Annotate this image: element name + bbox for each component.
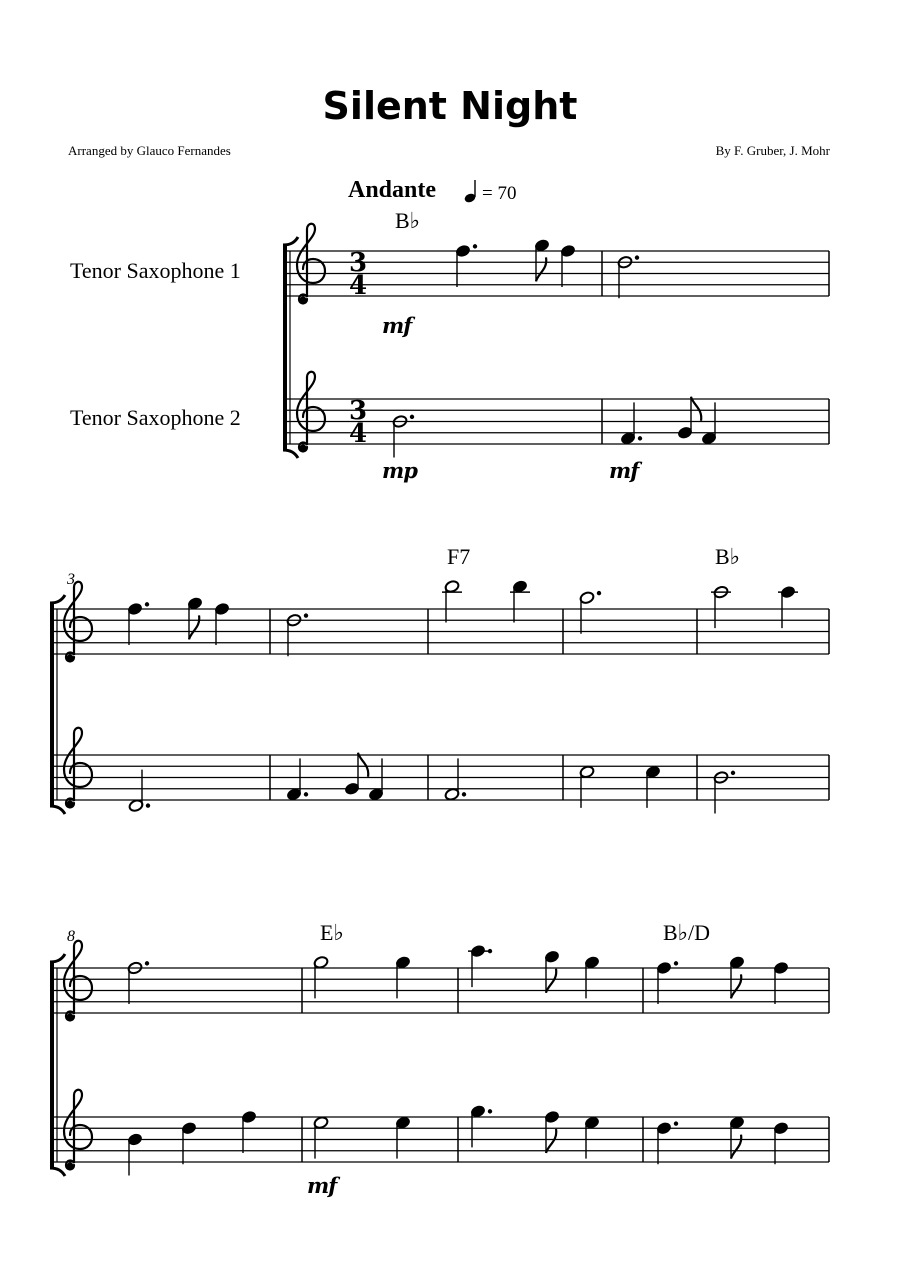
note (395, 1116, 411, 1159)
note-flag (189, 615, 199, 639)
note (579, 765, 595, 808)
note (510, 580, 530, 623)
dynamic-marking: mp (382, 458, 417, 483)
dynamic-marking: mf (609, 458, 639, 483)
arranger-credit: Arranged by Glauco Fernandes (68, 143, 231, 158)
note (778, 585, 798, 628)
note-flag (546, 1129, 556, 1153)
treble-clef-icon (64, 941, 92, 1021)
note (468, 944, 492, 987)
augmentation-dot (674, 1121, 678, 1125)
note (534, 238, 550, 281)
augmentation-dot (304, 792, 308, 796)
augmentation-dot (597, 591, 601, 595)
note-flag (731, 1135, 741, 1159)
note (128, 770, 150, 813)
bracket-tip (50, 954, 65, 962)
note (645, 765, 661, 808)
bracket-tip (283, 450, 298, 458)
augmentation-dot (304, 613, 308, 617)
clef-stroke (64, 1090, 92, 1170)
note (620, 402, 642, 445)
augmentation-dot (462, 792, 466, 796)
time-signature-numerator: 3 (348, 396, 368, 426)
tempo-marking: Andante (348, 177, 437, 203)
time-signature-denominator: 4 (348, 271, 368, 301)
composer-credit: By F. Gruber, J. Mohr (715, 143, 830, 158)
note (442, 580, 462, 623)
clef-dot (300, 445, 307, 452)
dynamic-marking: mf (382, 313, 412, 338)
clef-stroke (297, 372, 325, 452)
clef-dot (67, 1014, 74, 1021)
augmentation-dot (674, 961, 678, 965)
clef-dot (67, 801, 74, 808)
note (127, 1133, 143, 1176)
note (584, 955, 600, 998)
note (773, 961, 789, 1004)
note-flag (691, 397, 701, 421)
note (544, 1110, 560, 1153)
note-flag (546, 969, 556, 993)
note (313, 955, 329, 998)
chord-symbol-m1: B♭ (395, 208, 421, 233)
note (584, 1116, 600, 1159)
score-title: Silent Night (322, 84, 578, 128)
bracket-tip (50, 595, 65, 603)
clef-stroke (64, 941, 92, 1021)
clef-dot (67, 1163, 74, 1170)
note (286, 758, 308, 801)
metronome-value: = 70 (482, 183, 517, 204)
chord-symbol-m7: B♭ (715, 544, 741, 569)
note (729, 955, 745, 998)
chord-symbol-m9: E♭ (320, 920, 344, 945)
augmentation-dot (488, 1109, 492, 1113)
time-signature-denominator: 4 (348, 419, 368, 449)
measure-number: 3 (67, 571, 75, 588)
note (773, 1121, 789, 1164)
instrument-name-sax1: Tenor Saxophone 1 (70, 258, 241, 283)
treble-clef-icon (297, 224, 325, 304)
chord-symbol-m11: B♭/D (663, 920, 711, 945)
clef-stroke (297, 224, 325, 304)
augmentation-dot (146, 803, 150, 807)
note (241, 1110, 257, 1153)
note (313, 1116, 329, 1159)
treble-clef-icon (64, 728, 92, 808)
dynamic-marking: mf (307, 1173, 337, 1198)
note-flag (536, 257, 546, 281)
augmentation-dot (635, 255, 639, 259)
note (711, 585, 731, 628)
augmentation-dot (473, 244, 477, 248)
augmentation-dot (410, 415, 414, 419)
quarter-note-icon (463, 180, 476, 204)
augmentation-dot (638, 436, 642, 440)
treble-clef-icon (64, 582, 92, 662)
measure-number: 8 (67, 928, 75, 945)
bracket-tip (283, 237, 298, 245)
treble-clef-icon (64, 1090, 92, 1170)
note (470, 1104, 492, 1147)
note (181, 1121, 197, 1164)
clef-stroke (64, 728, 92, 808)
note (560, 244, 576, 287)
note (368, 758, 384, 801)
note-flag (358, 753, 368, 777)
bracket-tip (50, 1168, 65, 1176)
augmentation-dot (145, 961, 149, 965)
treble-clef-icon (297, 372, 325, 452)
note (214, 602, 230, 645)
augmentation-dot (145, 602, 149, 606)
note (187, 596, 203, 639)
augmentation-dot (488, 949, 492, 953)
note (395, 955, 411, 998)
note-flag (731, 974, 741, 998)
time-signature-numerator: 3 (348, 248, 368, 278)
note (701, 402, 717, 445)
note (729, 1116, 745, 1159)
note (579, 591, 601, 634)
chord-symbol-m5: F7 (447, 544, 471, 569)
note (444, 758, 466, 801)
bracket-tip (50, 806, 65, 814)
clef-dot (300, 297, 307, 304)
clef-stroke (64, 582, 92, 662)
clef-dot (67, 655, 74, 662)
note (544, 950, 560, 993)
instrument-name-sax2: Tenor Saxophone 2 (70, 405, 241, 430)
augmentation-dot (731, 771, 735, 775)
